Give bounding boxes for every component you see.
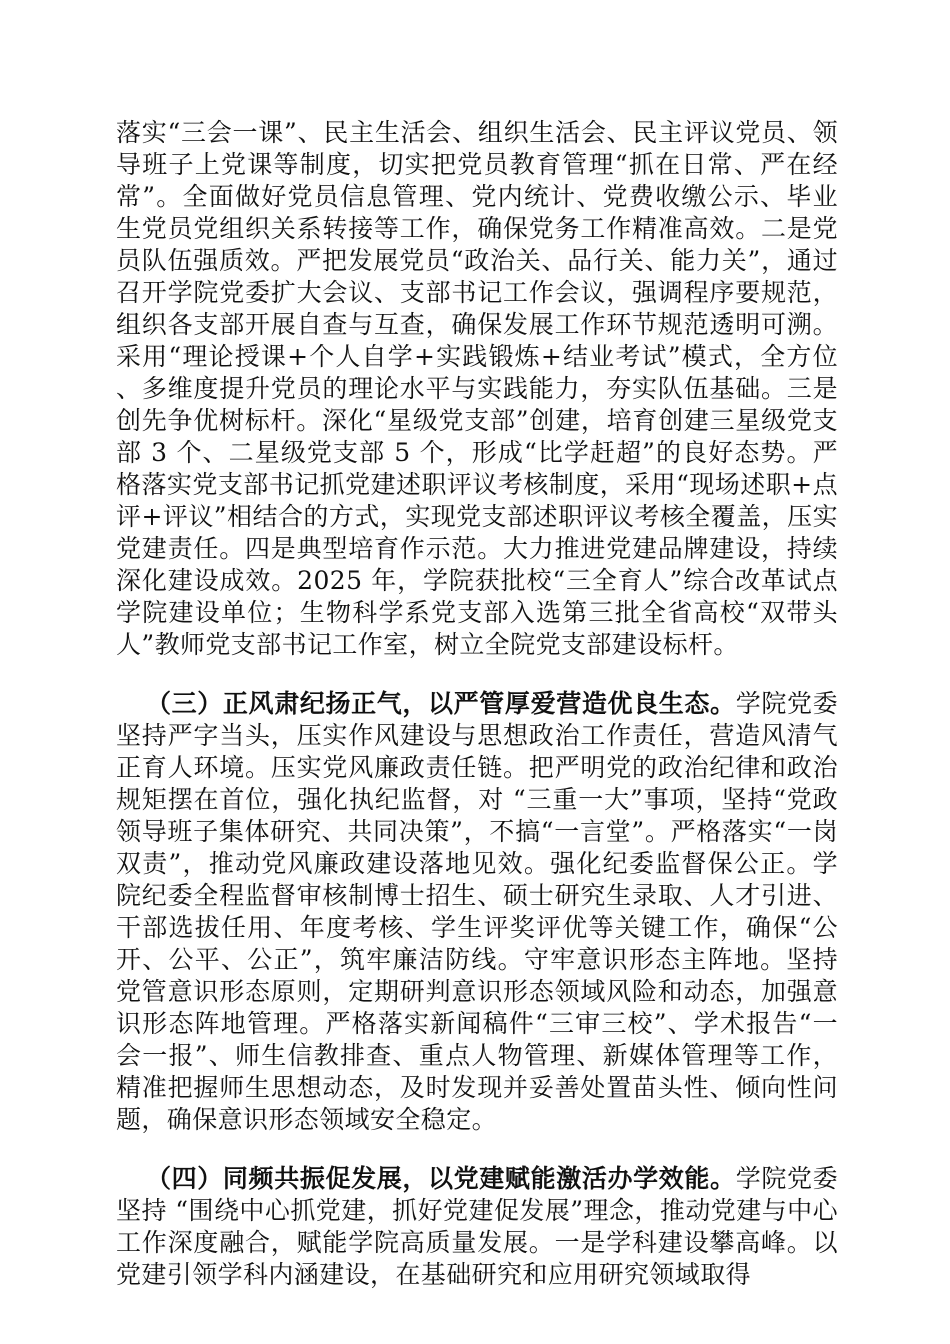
paragraph-text: 学院党委坚持严字当头，压实作风建设与思想政治工作责任，营造风清气正育人环境。压实党风廉政责任链。把严明党的政治纪律和政治规矩摆在首位，强化执纪监督，对 “三重一大”事项，坚持“党政领导班子集体研究、共同决策”，不搞“一言堂”。严格落实“一岗双责”，推动党风廉政建设落地见效。强化纪委监督保公正。学院纪委全程监督审核制博士招生、硕士研究生录取、人才引进、干部选拔任用、年度考核、学生评奖评优等关键工作，确保“公开、公平、公正”，筑牢廉洁防线。守牢意识形态主阵地。坚持党管意识形态原则，定期研判意识形态领域风险和动态，加强意识形态阵地管理。严格落实新闻稿件“三审三校”、学术报告“一会一报”、师生信教排查、重点人物管理、新媒体管理等工作，精准把握师生思想动态，及时发现并妥善处置苗头性、倾向性问题，确保意识形态领域安全稳定。 [116,689,839,1134]
paragraph-text: 学院党委坚持 “围绕中心抓党建，抓好党建促发展”理念，推动党建与中心工作深度融合，赋能学院高质量发展。一是学科建设攀高峰。以党建引领学科内涵建设，在基础研究和应用研究领域取得 [116,1164,839,1289]
paragraph-section-3 [116,688,838,1136]
section-heading-3: （三）正风肃纪扬正气，以严管厚爱营造优良生态。 [146,689,736,718]
paragraph-text: 落实“三会一课”、民主生活会、组织生活会、民主评议党员、领导班子上党课等制度，切实把党员教育管理“抓在日常、严在经常”。全面做好党员信息管理、党内统计、党费收缴公示、毕业生党员党组织关系转接等工作，确保党务工作精准高效。二是党员队伍强质效。严把发展党员“政治关、品行关、能力关”，通过召开学院党委扩大会议、支部书记工作会议，强调程序要规范，组织各支部开展自查与互查，确保发展工作环节规范透明可溯。采用“理论授课+个人自学+实践锻炼+结业考试”模式，全方位、多维度提升党员的理论水平与实践能力，夯实队伍基础。三是创先争优树标杆。深化“星级党支部”创建，培育创建三星级党支部 3 个、二星级党支部 5 个，形成“比学赶超”的良好态势。严格落实党支部书记抓党建述职评议考核制度，采用“现场述职+点评+评议”相结合的方式，实现党支部述职评议考核全覆盖，压实党建责任。四是典型培育作示范。大力推进党建品牌建设，持续深化建设成效。2025 年，学院获批校“三全育人”综合改革试点学院建设单位；生物科学系党支部入选第三批全省高校“双带头人”教师党支部书记工作室，树立全院党支部建设标杆。 [116,118,838,659]
paragraph-section-4 [116,1163,838,1291]
paragraph-continuation [116,117,838,661]
section-heading-4: （四）同频共振促发展，以党建赋能激活办学效能。 [146,1164,736,1193]
document-body [116,117,838,1291]
